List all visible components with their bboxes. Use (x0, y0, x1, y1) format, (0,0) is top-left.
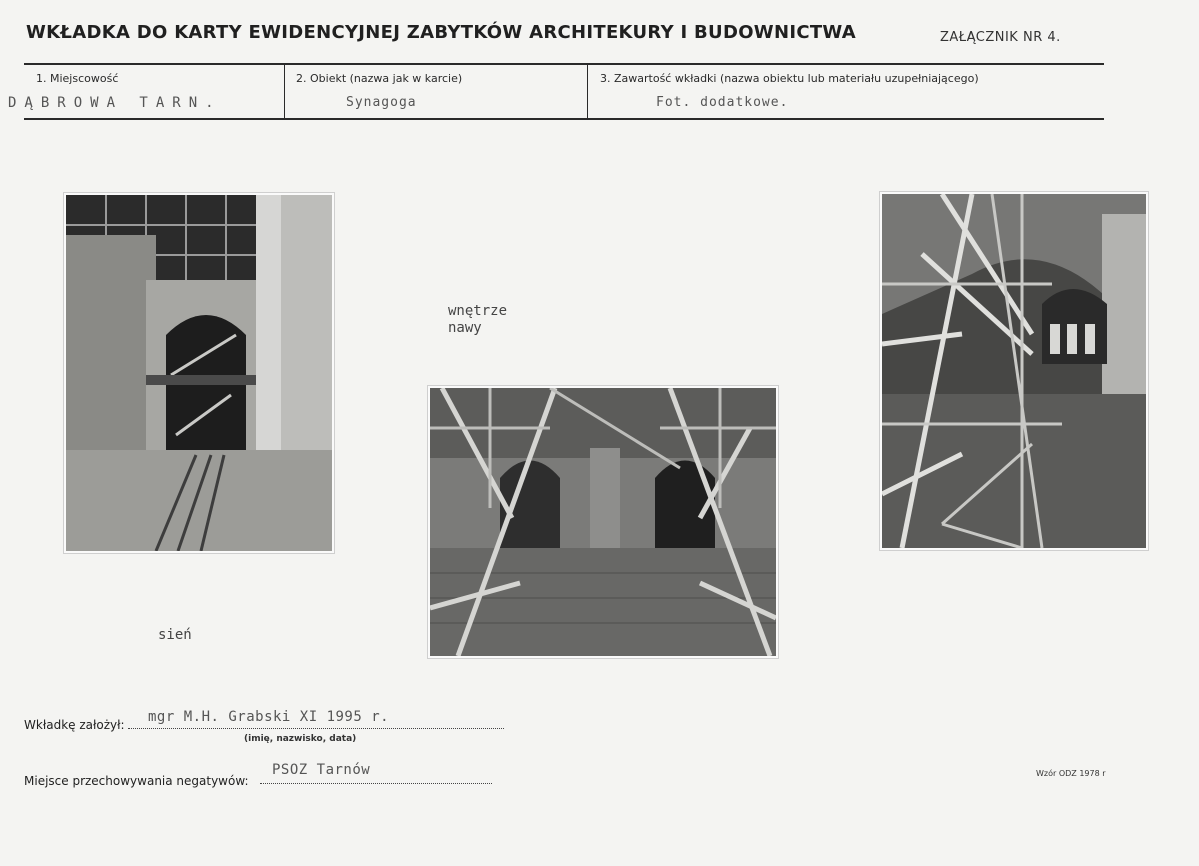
photo-vestibule (64, 193, 334, 553)
form-pattern-note: Wzór ODZ 1978 r (1036, 769, 1106, 778)
locality-value: DĄBROWA TARN. (8, 95, 222, 111)
table-top-rule (24, 63, 1104, 65)
object-value: Synagoga (346, 95, 417, 110)
caption-nave: wnętrze nawy (448, 303, 508, 336)
content-value: Fot. dodatkowe. (656, 95, 789, 110)
storage-label: Miejsce przechowywania negatywów: (24, 774, 249, 788)
photo-nave (428, 386, 778, 658)
photo-scaffolding (880, 192, 1148, 550)
caption-vestibule: sień (158, 627, 192, 643)
content-label: 3. Zawartość wkładki (nazwa obiektu lub materiału uzupełniającego) (600, 72, 979, 85)
table-bottom-rule (24, 118, 1104, 120)
object-label: 2. Obiekt (nazwa jak w karcie) (296, 72, 463, 85)
column-divider-2 (587, 63, 588, 119)
storage-value: PSOZ Tarnów (272, 762, 371, 778)
column-divider-1 (284, 63, 285, 119)
card-title: WKŁADKA DO KARTY EWIDENCYJNEJ ZABYTKÓW ARCHITEKURY I BUDOWNICTWA (26, 22, 856, 43)
founded-label: Wkładkę założył: (24, 718, 125, 732)
founded-dotted-line (128, 728, 504, 729)
annex-number: ZAŁĄCZNIK NR 4. (940, 30, 1061, 45)
storage-dotted-line (260, 783, 492, 784)
locality-label: 1. Miejscowość (36, 72, 119, 85)
founded-hint: (imię, nazwisko, data) (244, 734, 357, 744)
founded-value: mgr M.H. Grabski XI 1995 r. (148, 709, 390, 725)
